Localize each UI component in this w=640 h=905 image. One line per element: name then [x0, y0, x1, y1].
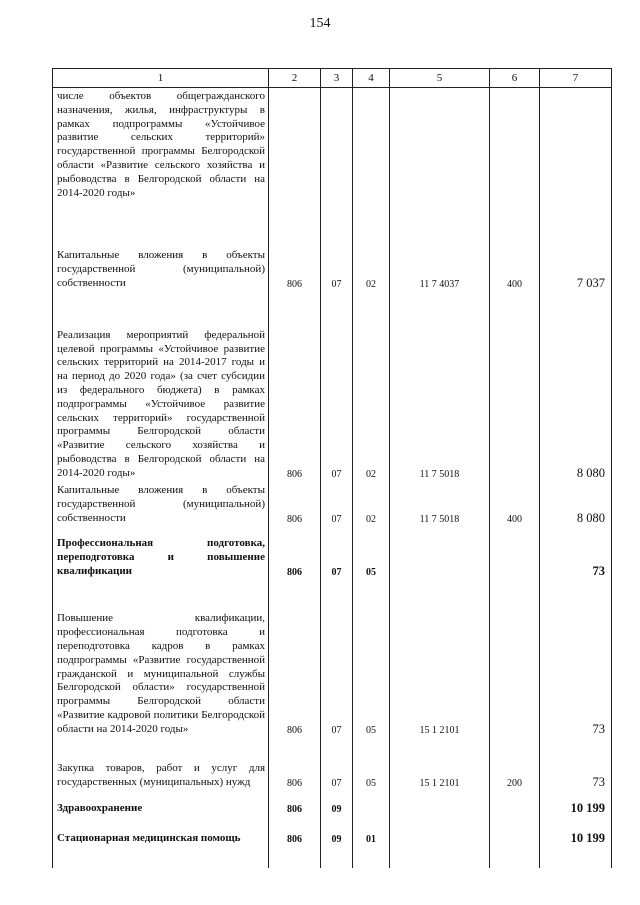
row-amount: 10 199: [540, 790, 612, 816]
row-description: Реализация мероприятий федеральной целевой программы «Устойчивое развитие сельских территорий на 2014-2017 годы и на период до 2020 года» (за счет субсидии из федерального бюджета) в рамках подпрограммы «Устойчивое развитие сельских территорий» государственной программы Белгородской области «Развитие сельского хозяйства и рыбоводства в Белгородской области на 2014-2020 годы»: [53, 291, 269, 481]
row-expense-type: 200: [490, 737, 540, 790]
table-row-empty: [53, 846, 612, 868]
row-amount: 73: [540, 526, 612, 579]
column-header-3: 3: [321, 69, 353, 88]
row-description: Закупка товаров, работ и услуг для государственных (муниципальных) нужд: [53, 737, 269, 790]
table-row: [53, 790, 612, 816]
row-subsection-code: 05: [353, 526, 390, 579]
row-amount: 7 037: [540, 238, 612, 291]
row-amount: 8 080: [540, 481, 612, 526]
row-ministry-code: 806: [269, 291, 321, 481]
column-header-7: 7: [540, 69, 612, 88]
row-expense-type: [490, 790, 540, 816]
table-body: [53, 88, 612, 868]
row-amount: [540, 88, 612, 238]
row-section-code: [321, 88, 353, 238]
row-ministry-code: 806: [269, 579, 321, 737]
row-subsection-code: 02: [353, 291, 390, 481]
row-description: Капитальные вложения в объекты государственной (муниципальной) собственности: [53, 238, 269, 291]
row-ministry-code: 806: [269, 790, 321, 816]
row-section-code: 07: [321, 579, 353, 737]
row-target-article: 15 1 2101: [390, 579, 490, 737]
row-description: Профессиональная подготовка, переподготовка и повышение квалификации: [53, 526, 269, 579]
column-header-6: 6: [490, 69, 540, 88]
row-section-code: 07: [321, 238, 353, 291]
row-subsection-code: 02: [353, 238, 390, 291]
row-subsection-code: [353, 88, 390, 238]
empty-cell: [269, 846, 321, 868]
row-expense-type: [490, 291, 540, 481]
row-target-article: [390, 790, 490, 816]
row-subsection-code: [353, 790, 390, 816]
row-section-code: 07: [321, 737, 353, 790]
row-description: Капитальные вложения в объекты государственной (муниципальной) собственности: [53, 481, 269, 526]
row-ministry-code: 806: [269, 238, 321, 291]
row-expense-type: [490, 579, 540, 737]
row-description: числе объектов общегражданского назначения, жилья, инфраструктуры в рамках подпрограммы «Устойчивое развитие сельских территорий» государственной программы Белгородской области «Развитие сельского хозяйства и рыбоводства в Белгородской области на 2014-2020 годы»: [53, 88, 269, 238]
row-section-code: 07: [321, 291, 353, 481]
table-row: [53, 481, 612, 526]
column-header-5: 5: [390, 69, 490, 88]
empty-cell: [390, 846, 490, 868]
table-row: [53, 816, 612, 846]
column-header-2: 2: [269, 69, 321, 88]
empty-cell: [490, 846, 540, 868]
column-header-1: 1: [53, 69, 269, 88]
row-amount: 73: [540, 737, 612, 790]
row-expense-type: [490, 526, 540, 579]
table-row: [53, 291, 612, 481]
row-target-article: [390, 526, 490, 579]
row-description: Повышение квалификации, профессиональная подготовка и переподготовка кадров в рамках подпрограммы «Развитие государственной гражданской и муниципальной службы Белгородской области» государственной программы Белгородской области «Развитие кадровой политики Белгородской области на 2014-2020 годы»: [53, 579, 269, 737]
row-target-article: [390, 88, 490, 238]
row-ministry-code: 806: [269, 526, 321, 579]
row-section-code: 09: [321, 790, 353, 816]
empty-cell: [321, 846, 353, 868]
row-target-article: 11 7 5018: [390, 291, 490, 481]
table-row: [53, 526, 612, 579]
row-target-article: 15 1 2101: [390, 737, 490, 790]
row-target-article: 11 7 5018: [390, 481, 490, 526]
row-expense-type: [490, 88, 540, 238]
row-description: Стационарная медицинская помощь: [53, 816, 269, 846]
row-expense-type: [490, 816, 540, 846]
row-ministry-code: 806: [269, 481, 321, 526]
row-amount: 8 080: [540, 291, 612, 481]
row-description: Здравоохранение: [53, 790, 269, 816]
budget-table: [52, 68, 612, 868]
table-row: [53, 579, 612, 737]
column-header-4: 4: [353, 69, 390, 88]
row-subsection-code: 05: [353, 579, 390, 737]
row-ministry-code: [269, 88, 321, 238]
row-amount: 73: [540, 579, 612, 737]
row-section-code: 07: [321, 526, 353, 579]
row-amount: 10 199: [540, 816, 612, 846]
row-section-code: 09: [321, 816, 353, 846]
empty-cell: [53, 846, 269, 868]
page-number: 154: [309, 16, 331, 31]
row-target-article: 11 7 4037: [390, 238, 490, 291]
table-header: [53, 69, 612, 88]
table-row: [53, 88, 612, 238]
row-expense-type: 400: [490, 481, 540, 526]
table-row: [53, 737, 612, 790]
row-section-code: 07: [321, 481, 353, 526]
row-subsection-code: 01: [353, 816, 390, 846]
empty-cell: [540, 846, 612, 868]
row-target-article: [390, 816, 490, 846]
row-subsection-code: 05: [353, 737, 390, 790]
table-row: [53, 238, 612, 291]
row-ministry-code: 806: [269, 816, 321, 846]
row-subsection-code: 02: [353, 481, 390, 526]
row-ministry-code: 806: [269, 737, 321, 790]
empty-cell: [353, 846, 390, 868]
row-expense-type: 400: [490, 238, 540, 291]
